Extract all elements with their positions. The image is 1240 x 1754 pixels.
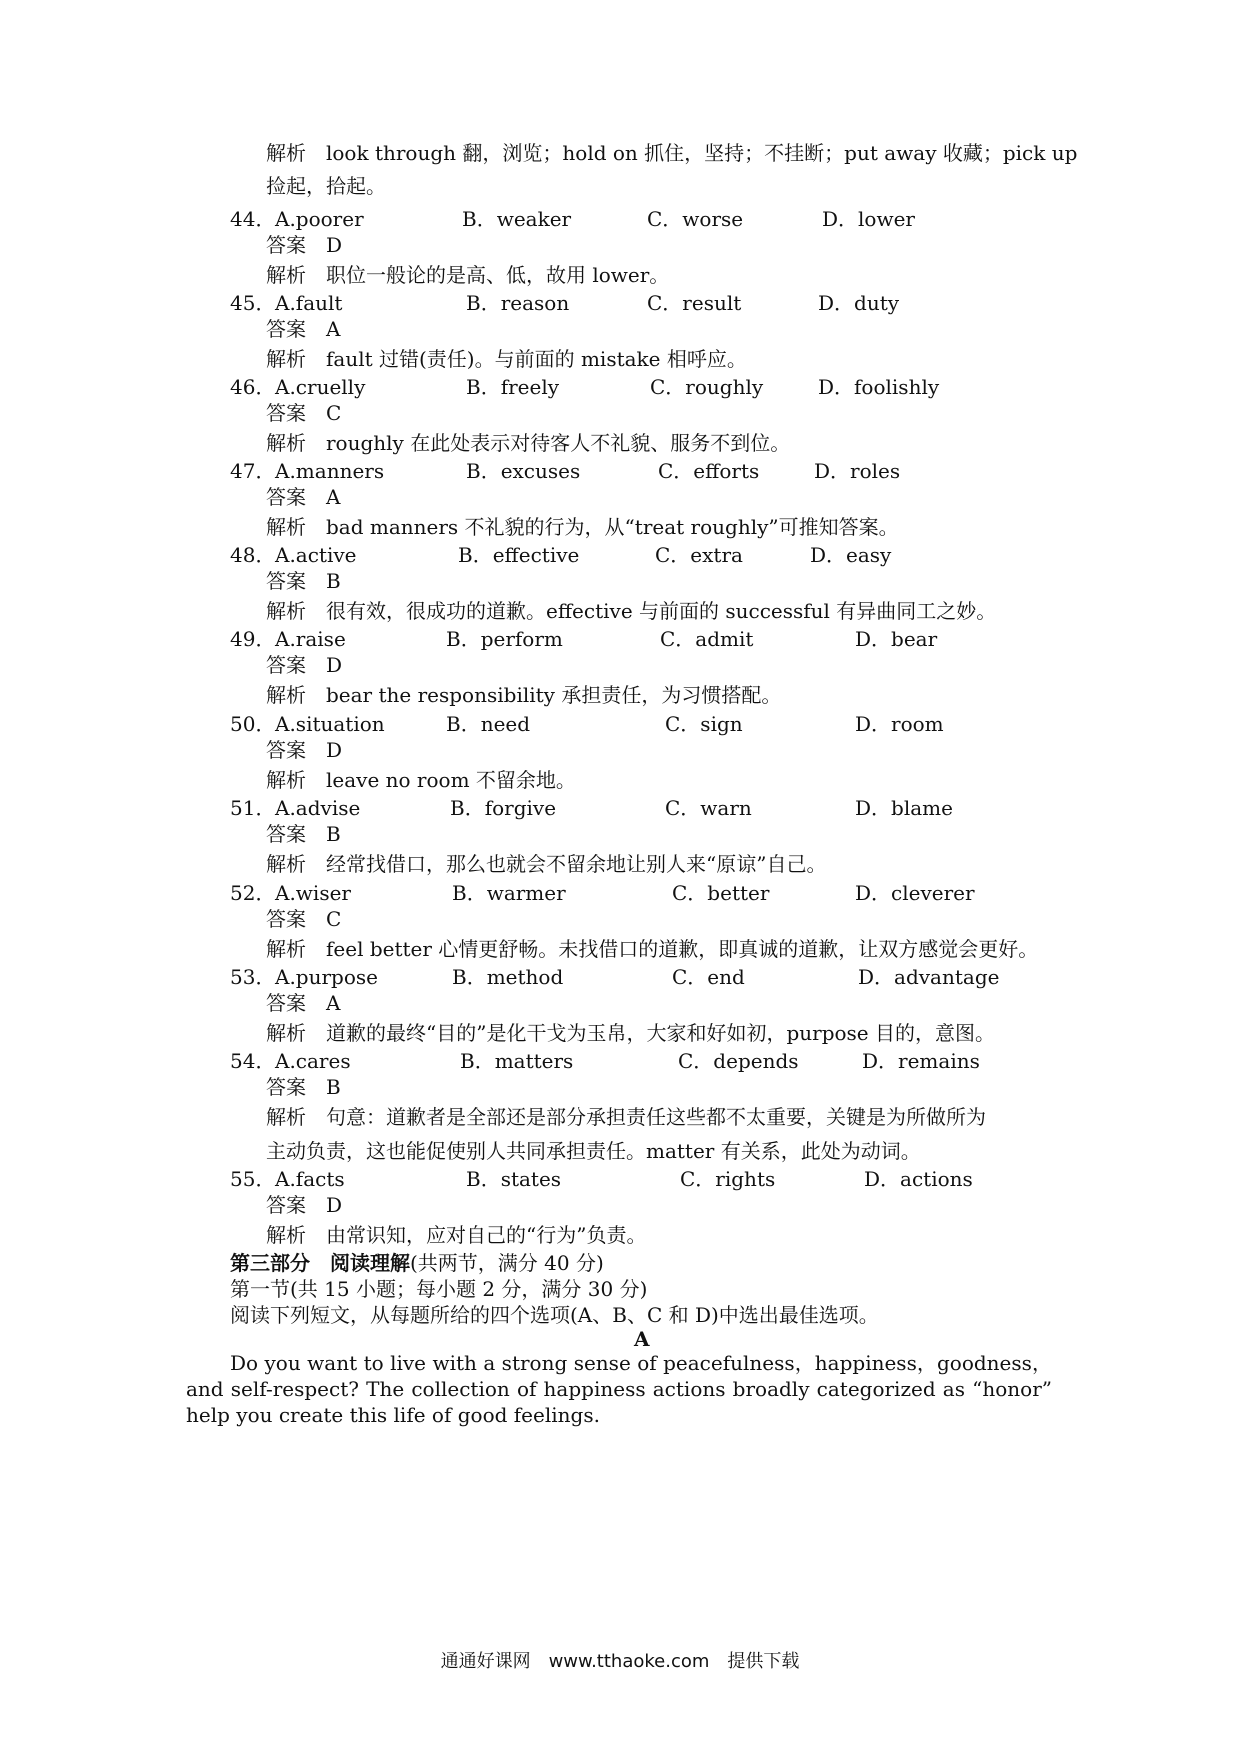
option-c: C．sign (665, 712, 743, 736)
answer: 答案 B (266, 1075, 341, 1099)
option-c: C．worse (647, 207, 744, 231)
explanation-line: 解析 roughly 在此处表示对待客人不礼貌、服务不到位。 (266, 431, 791, 455)
option-c: C．extra (655, 543, 743, 567)
option-a: A.manners (275, 459, 385, 483)
option-c: C．better (672, 881, 770, 905)
explanation-line: 主动负责，这也能促使别人共同承担责任。matter 有关系，此处为动词。 (266, 1139, 921, 1163)
explanation-line: 捡起，拾起。 (266, 174, 386, 198)
passage-label: A (634, 1327, 650, 1351)
option-d: D．remains (862, 1049, 980, 1073)
explanation-line: 解析 fault 过错(责任)。与前面的 mistake 相呼应。 (266, 347, 747, 371)
question-number: 45． (230, 291, 276, 315)
option-b: B．matters (460, 1049, 574, 1073)
option-d: D．lower (822, 207, 915, 231)
explanation-line: 解析 feel better 心情更舒畅。未找借口的道歉，即真诚的道歉，让双方感觉会更好。 (266, 937, 1039, 961)
explanation-line: 解析 leave no room 不留余地。 (266, 768, 576, 792)
explanation-line: 解析 很有效，很成功的道歉。effective 与前面的 successful 有异曲同工之妙。 (266, 599, 997, 623)
answer: 答案 B (266, 822, 341, 846)
question-number: 44． (230, 207, 276, 231)
question-number: 51． (230, 796, 276, 820)
explanation-line: 解析 由常识知，应对自己的“行为”负责。 (266, 1223, 647, 1247)
option-d: D．roles (814, 459, 901, 483)
question-number: 55． (230, 1167, 276, 1191)
option-a: A.raise (275, 627, 346, 651)
option-c: C．end (672, 965, 745, 989)
answer: 答案 D (266, 1193, 343, 1217)
option-c: C．warn (665, 796, 752, 820)
answer: 答案 C (266, 907, 342, 931)
passage-text: Do you want to live with a strong sense of peacefulness，happiness，goodness，and self-respect? The collection of happiness actions broadly categorized as “honor” help you create this life of good feelings. (186, 1351, 1052, 1427)
question-number: 49． (230, 627, 276, 651)
subsection-title: 第一节(共 15 小题；每小题 2 分，满分 30 分) (230, 1277, 648, 1301)
option-b: B．reason (466, 291, 570, 315)
section-title (230, 1250, 604, 1276)
page-footer: 通通好课网 www.tthaoke.com 提供下载 (440, 1651, 800, 1672)
answer: 答案 D (266, 738, 343, 762)
option-b: B．states (466, 1167, 562, 1191)
explanation-line: 解析 句意：道歉者是全部还是部分承担责任这些都不太重要，关键是为所做所为 (266, 1105, 986, 1129)
answer: 答案 A (266, 485, 341, 509)
option-c: C．depends (678, 1049, 799, 1073)
section-title-rest: (共两节，满分 40 分) (410, 1251, 604, 1275)
explanation-line: 解析 look through 翻，浏览；hold on 抓住，坚持；不挂断；put away 收藏；pick up (266, 141, 1078, 165)
answer: 答案 B (266, 569, 341, 593)
option-b: B．need (446, 712, 531, 736)
option-b: B．excuses (466, 459, 581, 483)
option-d: D．blame (855, 796, 953, 820)
option-a: A.cares (275, 1049, 351, 1073)
option-d: D．cleverer (855, 881, 975, 905)
section-title-bold: 第三部分 阅读理解 (230, 1251, 410, 1275)
option-a: A.situation (275, 712, 385, 736)
option-c: C．roughly (650, 375, 764, 399)
question-number: 53． (230, 965, 276, 989)
explanation-line: 解析 bad manners 不礼貌的行为，从“treat roughly”可推知答案。 (266, 515, 899, 539)
option-a: A.poorer (275, 207, 364, 231)
option-a: A.cruelly (275, 375, 366, 399)
option-b: B．perform (446, 627, 563, 651)
option-b: B．effective (458, 543, 580, 567)
option-b: B．warmer (452, 881, 566, 905)
option-c: C．rights (680, 1167, 776, 1191)
explanation-line: 解析 bear the responsibility 承担责任，为习惯搭配。 (266, 683, 782, 707)
option-b: B．forgive (450, 796, 557, 820)
option-c: C．efforts (658, 459, 760, 483)
option-b: B．weaker (462, 207, 572, 231)
option-d: D．foolishly (818, 375, 940, 399)
option-c: C．result (647, 291, 742, 315)
answer: 答案 D (266, 653, 343, 677)
answer: 答案 A (266, 991, 341, 1015)
answer: 答案 A (266, 317, 341, 341)
instruction: 阅读下列短文，从每题所给的四个选项(A、B、C 和 D)中选出最佳选项。 (230, 1303, 879, 1327)
question-number: 47． (230, 459, 276, 483)
answer: 答案 D (266, 233, 343, 257)
option-d: D．bear (855, 627, 938, 651)
option-a: A.wiser (275, 881, 351, 905)
option-b: B．freely (466, 375, 560, 399)
explanation-line: 解析 职位一般论的是高、低，故用 lower。 (266, 263, 670, 287)
option-a: A.advise (275, 796, 361, 820)
option-d: D．duty (818, 291, 900, 315)
option-d: D．advantage (858, 965, 1000, 989)
explanation-line: 解析 经常找借口，那么也就会不留余地让别人来“原谅”自己。 (266, 852, 827, 876)
answer: 答案 C (266, 401, 342, 425)
question-number: 54． (230, 1049, 276, 1073)
question-number: 48． (230, 543, 276, 567)
option-d: D．easy (810, 543, 892, 567)
option-a: A.facts (275, 1167, 345, 1191)
option-c: C．admit (660, 627, 754, 651)
option-b: B．method (452, 965, 564, 989)
explanation-line: 解析 道歉的最终“目的”是化干戈为玉帛，大家和好如初，purpose 目的，意图。 (266, 1021, 995, 1045)
option-a: A.fault (275, 291, 343, 315)
question-number: 50． (230, 712, 276, 736)
question-number: 46． (230, 375, 276, 399)
option-d: D．actions (864, 1167, 973, 1191)
option-d: D．room (855, 712, 944, 736)
option-a: A.purpose (275, 965, 378, 989)
question-number: 52． (230, 881, 276, 905)
option-a: A.active (275, 543, 357, 567)
